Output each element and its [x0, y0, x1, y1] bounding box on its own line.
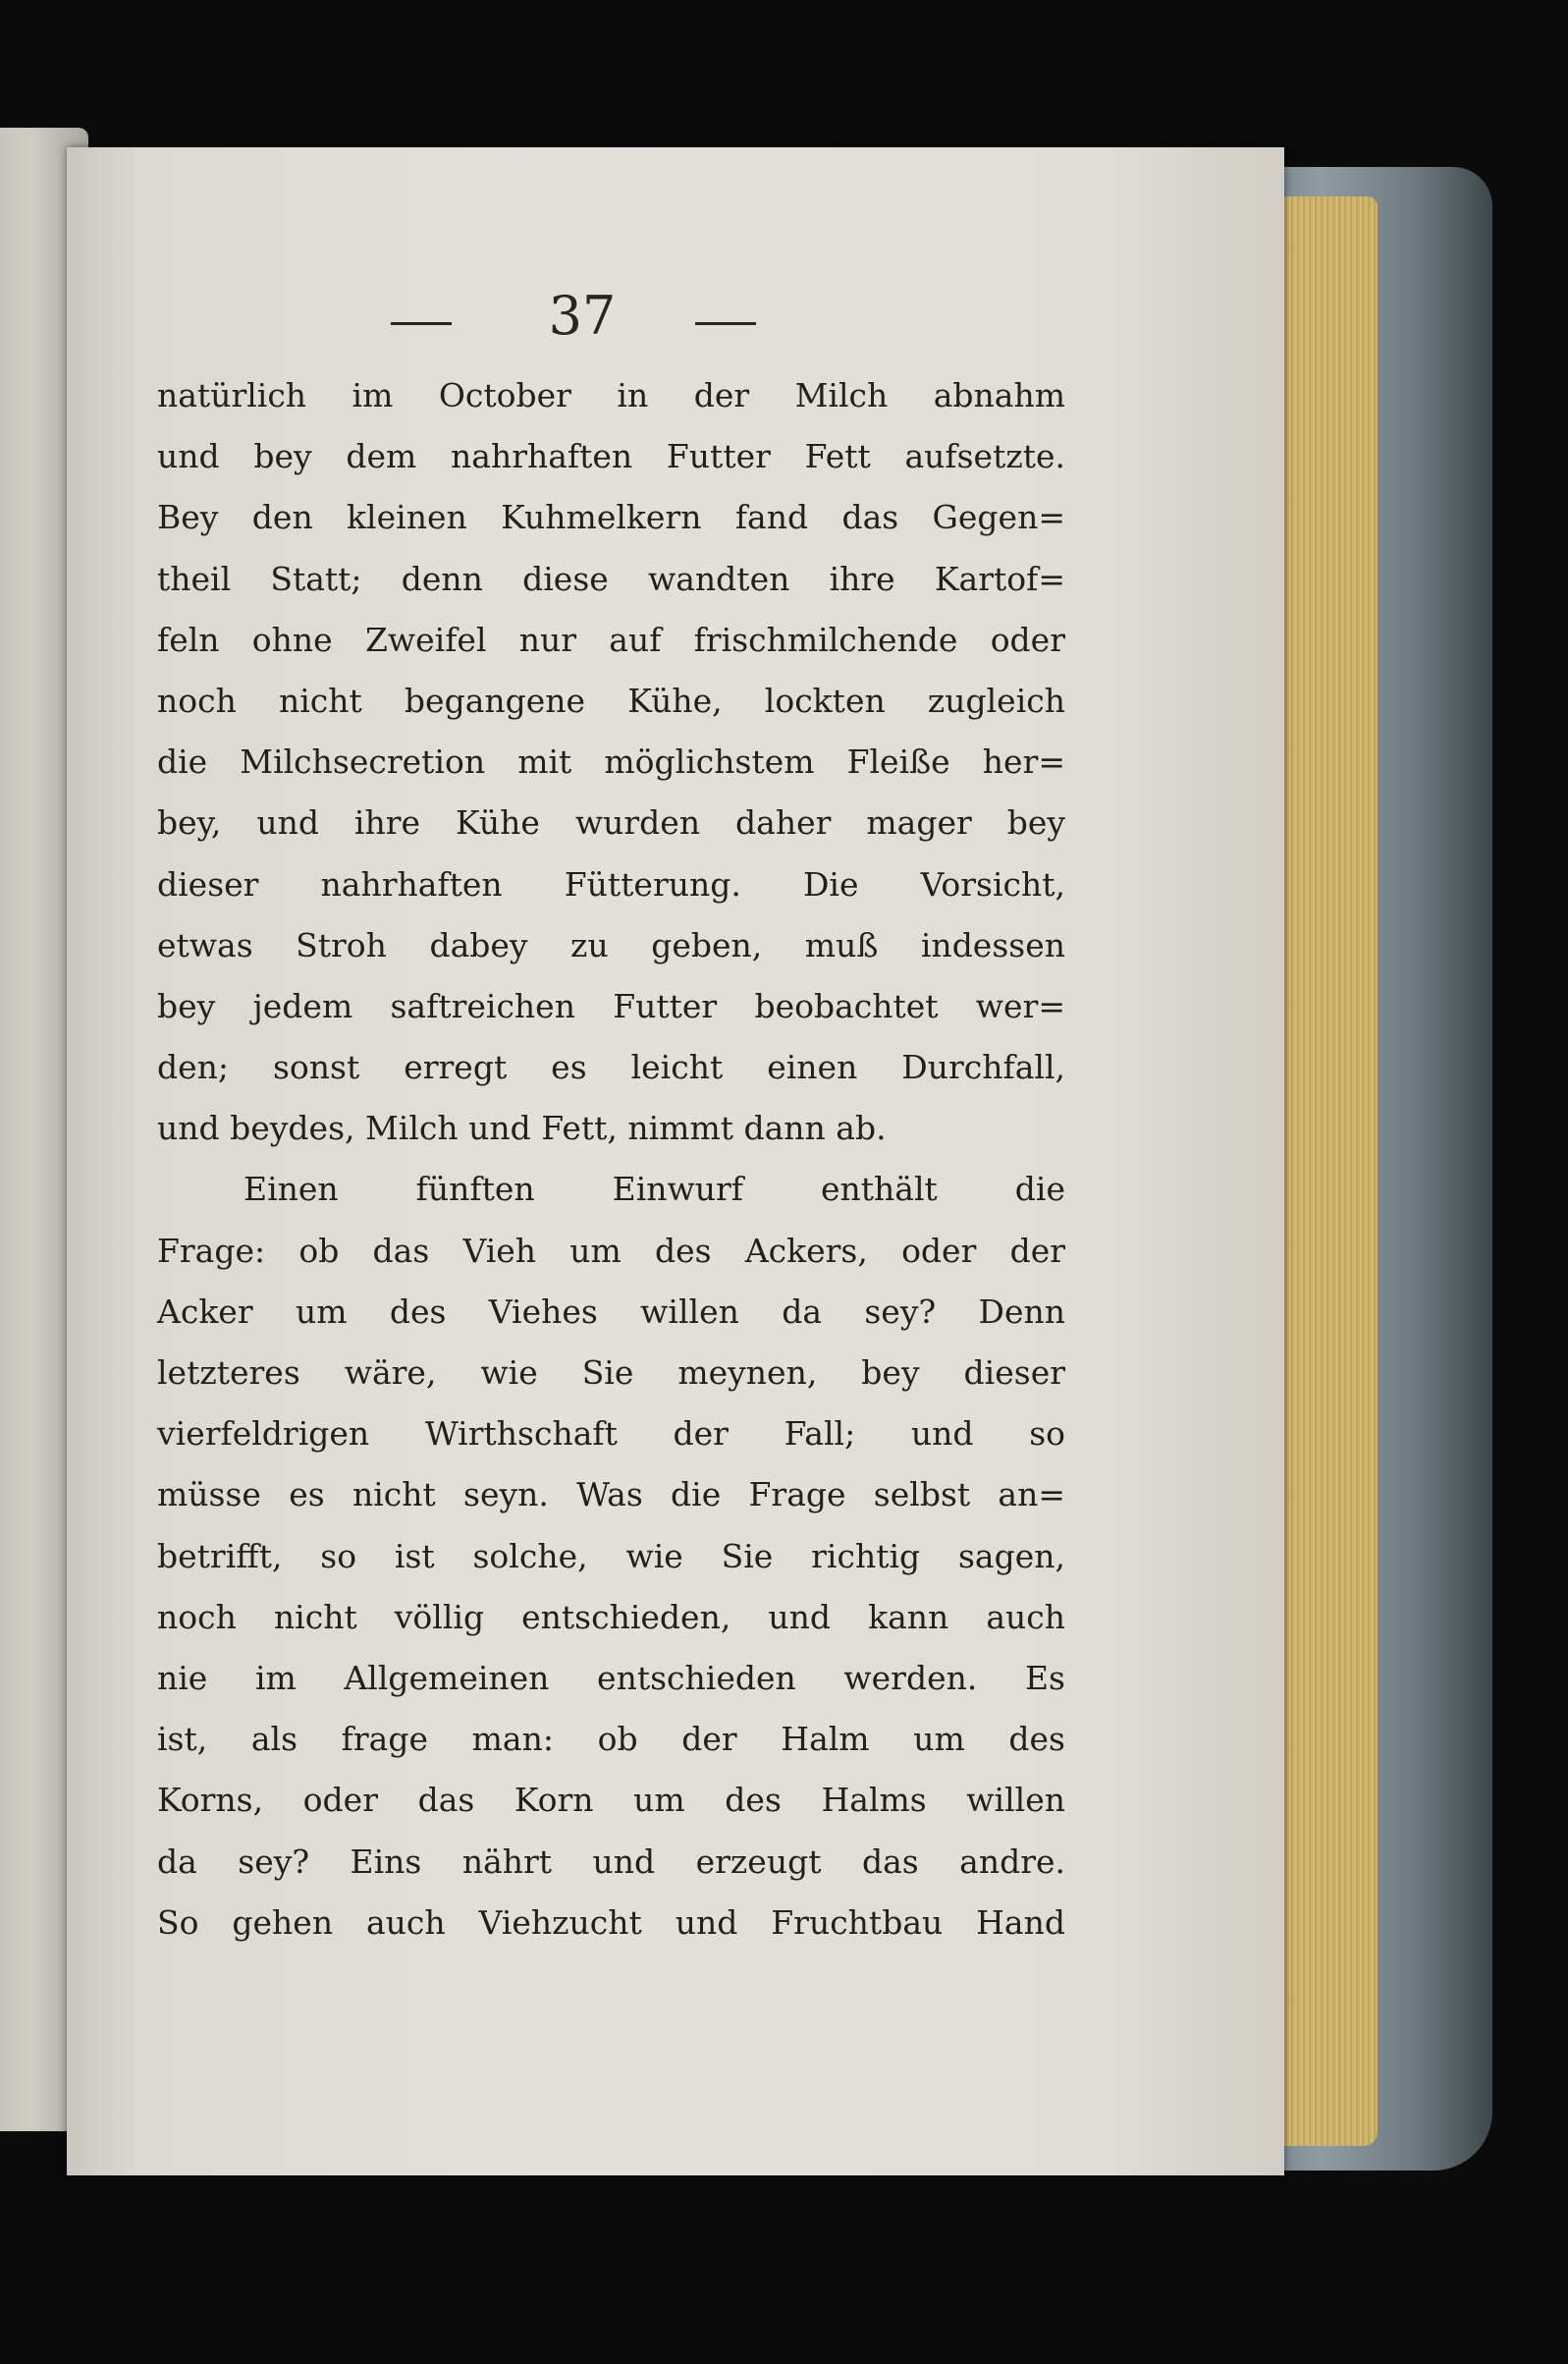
text-line: die Milchsecretion mit möglichstem Fleiße her=: [157, 742, 1065, 782]
text-line: Bey den kleinen Kuhmelkern fand das Gegen=: [157, 498, 1065, 537]
text-line: Frage: ob das Vieh um des Ackers, oder der: [157, 1231, 1065, 1270]
text-line: nie im Allgemeinen entschieden werden. Es: [157, 1658, 1065, 1697]
text-line: etwas Stroh dabey zu geben, muß indessen: [157, 925, 1065, 964]
text-line: dieser nahrhaften Fütterung. Die Vorsicht,: [157, 864, 1065, 904]
text-line: Acker um des Viehes willen da sey? Denn: [157, 1292, 1065, 1331]
paragraph-end-line: und beydes, Milch und Fett, nimmt dann ab.: [157, 1109, 887, 1148]
text-line: bey, und ihre Kühe wurden daher mager bey: [157, 803, 1065, 843]
text-line: letzteres wäre, wie Sie meynen, bey dieser: [157, 1353, 1065, 1392]
text-line: da sey? Eins nährt und erzeugt das andre.: [157, 1842, 1065, 1881]
text-line: feln ohne Zweifel nur auf frischmilchende oder: [157, 620, 1065, 659]
body-text: [157, 365, 1065, 1953]
book-page: [67, 147, 1284, 2175]
text-line: natürlich im October in der Milch abnahm: [157, 376, 1065, 414]
text-line: ist, als frage man: ob der Halm um des: [157, 1720, 1065, 1759]
page-header: [67, 285, 1284, 363]
text-line: noch nicht begangene Kühe, lockten zugleich: [157, 681, 1065, 720]
text-line: noch nicht völlig entschieden, und kann auch: [157, 1597, 1065, 1636]
text-line: bey jedem saftreichen Futter beobachtet wer=: [157, 986, 1065, 1025]
text-line: vierfeldrigen Wirthschaft der Fall; und so: [157, 1414, 1065, 1454]
text-line: betrifft, so ist solche, wie Sie richtig sagen,: [157, 1536, 1065, 1575]
text-line: den; sonst erregt es leicht einen Durchfall,: [157, 1048, 1065, 1087]
text-line: müsse es nicht seyn. Was die Frage selbst an=: [157, 1475, 1065, 1514]
text-line: So gehen auch Viehzucht und Fruchtbau Hand: [157, 1902, 1065, 1942]
paragraph-start-line: Einen fünften Einwurf enthält die: [243, 1170, 1065, 1209]
header-dash-right: [695, 322, 756, 325]
text-line: und bey dem nahrhaften Futter Fett aufsetzte.: [157, 437, 1065, 476]
text-line: Korns, oder das Korn um des Halms willen: [157, 1781, 1065, 1820]
text-line: theil Statt; denn diese wandten ihre Kartof=: [157, 559, 1065, 598]
page-number: 37: [548, 285, 617, 347]
header-dash-left: [391, 322, 452, 325]
